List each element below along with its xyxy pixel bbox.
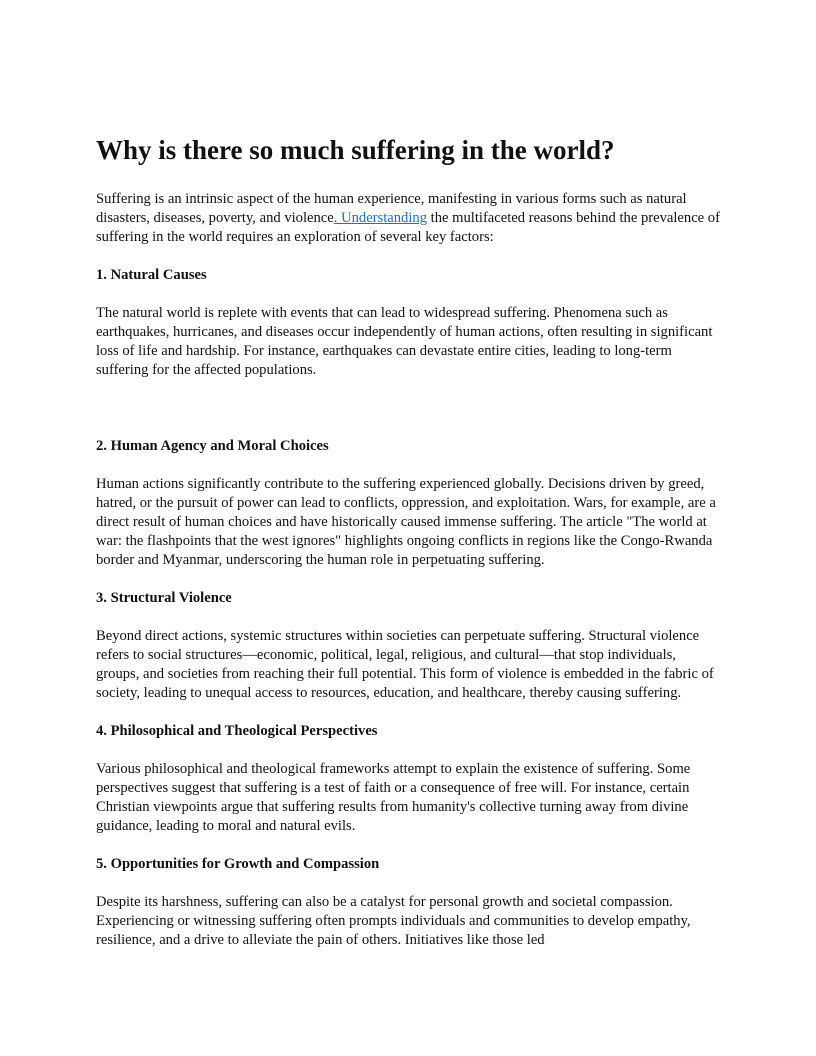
section-heading-philosophical-perspectives: 4. Philosophical and Theological Perspectives	[96, 723, 378, 739]
page-title: Why is there so much suffering in the world?	[96, 135, 615, 165]
section-body-structural-violence: Beyond direct actions, systemic structures within societies can perpetuate suffering. Structural violence refers to social structures—economic, political, legal, religious, and cultural—that stop individuals, groups, and societies from reaching their full potential. This form of violence is embedded in the fabric of society, leading to unequal access to resources, education, and healthcare, thereby causing suffering.	[96, 628, 714, 701]
intro-paragraph	[96, 190, 722, 247]
section-heading-growth-compassion: 5. Opportunities for Growth and Compassion	[96, 856, 380, 872]
section-body-human-agency: Human actions significantly contribute to the suffering experienced globally. Decisions driven by greed, hatred, or the pursuit of power can lead to conflicts, oppression, and exploitation. Wars, for example, are a direct result of human choices and have historically caused immense suffering. The article "The world at war: the flashpoints that the west ignores" highlights ongoing conflicts in regions like the Congo-Rwanda border and Myanmar, underscoring the human role in perpetuating suffering.	[96, 476, 716, 568]
section-body-growth-compassion: Despite its harshness, suffering can also be a catalyst for personal growth and societal compassion. Experiencing or witnessing suffering often prompts individuals and communities to develop empathy, resilience, and a drive to alleviate the pain of others. Initiatives like those led	[96, 894, 691, 948]
section-heading-natural-causes: 1. Natural Causes	[96, 267, 207, 283]
section-body-natural-causes: The natural world is replete with events that can lead to widespread suffering. Phenomena such as earthquakes, hurricanes, and diseases occur independently of human actions, often resulting in significant loss of life and hardship. For instance, earthquakes can devastate entire cities, leading to long-term suffering for the affected populations.	[96, 305, 713, 378]
intro-text-before-link: Suffering is an intrinsic aspect of the human experience, manifesting in various forms such as natural disasters, diseases, poverty, and violence	[96, 191, 687, 226]
document-page	[96, 132, 722, 969]
section-body-philosophical-perspectives: Various philosophical and theological frameworks attempt to explain the existence of suffering. Some perspectives suggest that suffering is a test of faith or a consequence of free will. For instance, certain Christian viewpoints argue that suffering results from humanity's collective turning away from divine guidance, leading to moral and natural evils.	[96, 761, 691, 834]
intro-text-after-link: the multifaceted reasons behind the prevalence of suffering in the world requires an exploration of several key factors:	[96, 210, 720, 245]
understanding-link[interactable]: . Understanding	[333, 210, 427, 226]
section-heading-structural-violence: 3. Structural Violence	[96, 590, 232, 606]
section-heading-human-agency: 2. Human Agency and Moral Choices	[96, 438, 329, 454]
